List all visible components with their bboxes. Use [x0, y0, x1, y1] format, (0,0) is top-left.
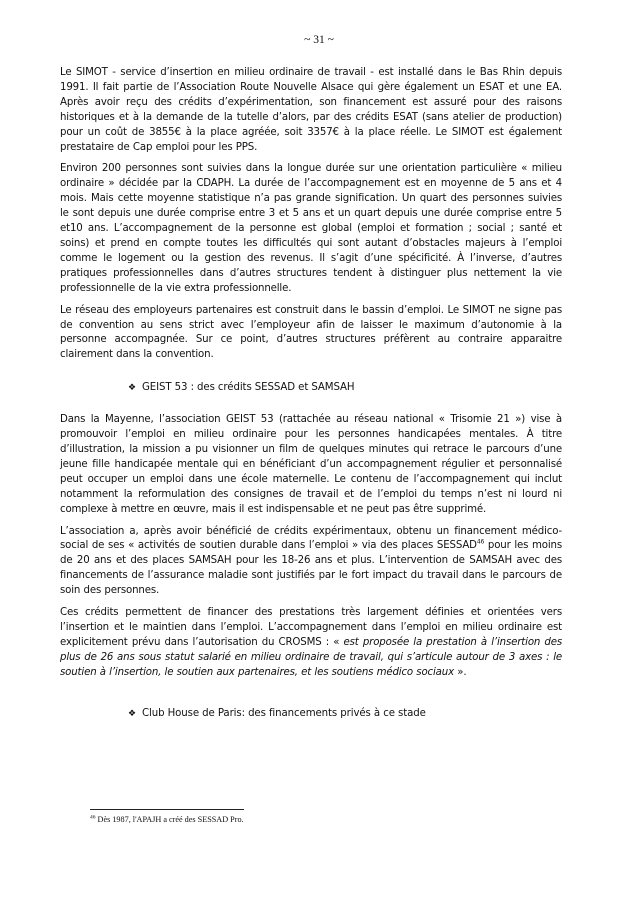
page-number: ~ 31 ~ [304, 34, 334, 46]
section-heading-geist-text: GEIST 53 : des crédits SESSAD et SAMSAH [142, 382, 355, 394]
paragraph-geist-funding-text-b: pour les moins de 20 ans et des places SAMSAH pour les 18-26 ans et plus. L’intervention de SAMSAH avec des financements de l’assurance maladie sont justifiés par le fort impact du travail dans le parcours de soin des personnes. [60, 540, 562, 597]
footnote [90, 814, 244, 825]
paragraph-geist-credits [60, 606, 562, 681]
diamond-bullet-icon: ❖ [128, 708, 136, 719]
footnote-text: Dès 1987, l'APAJH a créé des SESSAD Pro. [95, 815, 244, 824]
paragraph-geist-credits-text: Ces crédits permettent de financer des prestations très largement définies et orientées vers l’insertion et le maintien dans l’emploi. L’accompagnement dans l’emploi en milieu ordinaire est explicitement prévu dans l’autorisation du CROSMS : « [60, 607, 562, 648]
section-heading-geist [128, 381, 562, 395]
paragraph-simot-accompaniment: Environ 200 personnes sont suivies dans la longue durée sur une orientation particulière « milieu ordinaire » décidée par la CDAPH. La durée de l’accompagnement est en moyenne de 5 ans et 4 mois. Mais cette moyenne statistique n’a pas grande signification. Un quart des personnes suivies le sont depuis une durée comprise entre 3 et 5 ans et un quart depuis une durée comprise entre 5 et10 ans. L’accompagnement de la personne est global (emploi et formation ; social ; santé et soins) et prend en compte toutes les difficultés qui sont autant d’obstacles majeurs à l’emploi comme le logement ou la gestion des revenus. Il s’agit d’une spécificité. À l’inverse, d’autres pratiques professionnelles dans d’autres structures tendent à distinguer plus nettement la vie professionnelle de la vie extra professionnelle. [60, 163, 562, 294]
footnote-reference: 46 [476, 539, 485, 547]
section-heading-club-house [128, 707, 562, 721]
footnote-number: 46 [90, 814, 96, 821]
crosms-quote: est proposée la prestation à l’insertion des plus de 26 ans sous statut salarié en milieu ordinaire de travail, qui s’articule autour de 3 axes : le soutien à l’insertion, le soutien aux partenaires, et les soutiens médico sociaux [60, 636, 562, 678]
paragraph-geist-funding-text-a: L’association a, après avoir bénéficié de crédits expérimentaux, obtenu un financement médico-social de ses « activités de soutien durable dans l’emploi » via des places SESSAD [60, 525, 562, 552]
document-body [60, 66, 562, 739]
paragraph-geist-credits-end: ». [453, 666, 467, 678]
paragraph-geist-funding [60, 525, 562, 600]
paragraph-geist-mayenne: Dans la Mayenne, l’association GEIST 53 (rattachée au réseau national « Trisomie 21 ») vise à promouvoir l’emploi en milieu ordinaire pour les personnes handicapées mentales. À titre d’illustration, la mission a pu visionner un film de quelques minutes qui retrace le parcours d’une jeune fille handicapée mentale qui en bénéficiant d’un accompagnement régulier et personnalisé peut occuper un emploi dans une école maternelle. Le contenu de l’accompagnement qui inclut notamment la reformulation des consignes de travail et de l’emploi du temps n’est ni lourd ni complexe à mettre en œuvre, mais il est indispensable et ne peut pas être supprimé. [60, 414, 562, 515]
paragraph-simot-intro: Le SIMOT - service d’insertion en milieu ordinaire de travail - est installé dans le Bas Rhin depuis 1991. Il fait partie de l’Association Route Nouvelle Alsace qui gère également un ESAT et une EA. Après avoir reçu des crédits d’expérimentation, son financement est assuré pour des raisons historiques et à la demande de la tutelle d’alors, par des crédits ESAT (sans atelier de production) pour un coût de 3855€ à la place agréée, soit 3357€ à la place réelle. Le SIMOT est également prestataire de Cap emploi pour les PPS. [60, 67, 562, 153]
diamond-bullet-icon: ❖ [128, 383, 136, 394]
section-heading-club-house-text: Club House de Paris: des financements privés à ce stade [142, 707, 426, 719]
paragraph-simot-employers: Le réseau des employeurs partenaires est construit dans le bassin d’emploi. Le SIMOT ne signe pas de convention au sens strict avec l’employeur afin de laisser le maximum d’autonomie à la personne accompagnée. Sur ce point, d’autres structures préfèrent au contraire apparaitre clairement dans la convention. [60, 304, 562, 361]
footnote-divider [90, 809, 244, 810]
